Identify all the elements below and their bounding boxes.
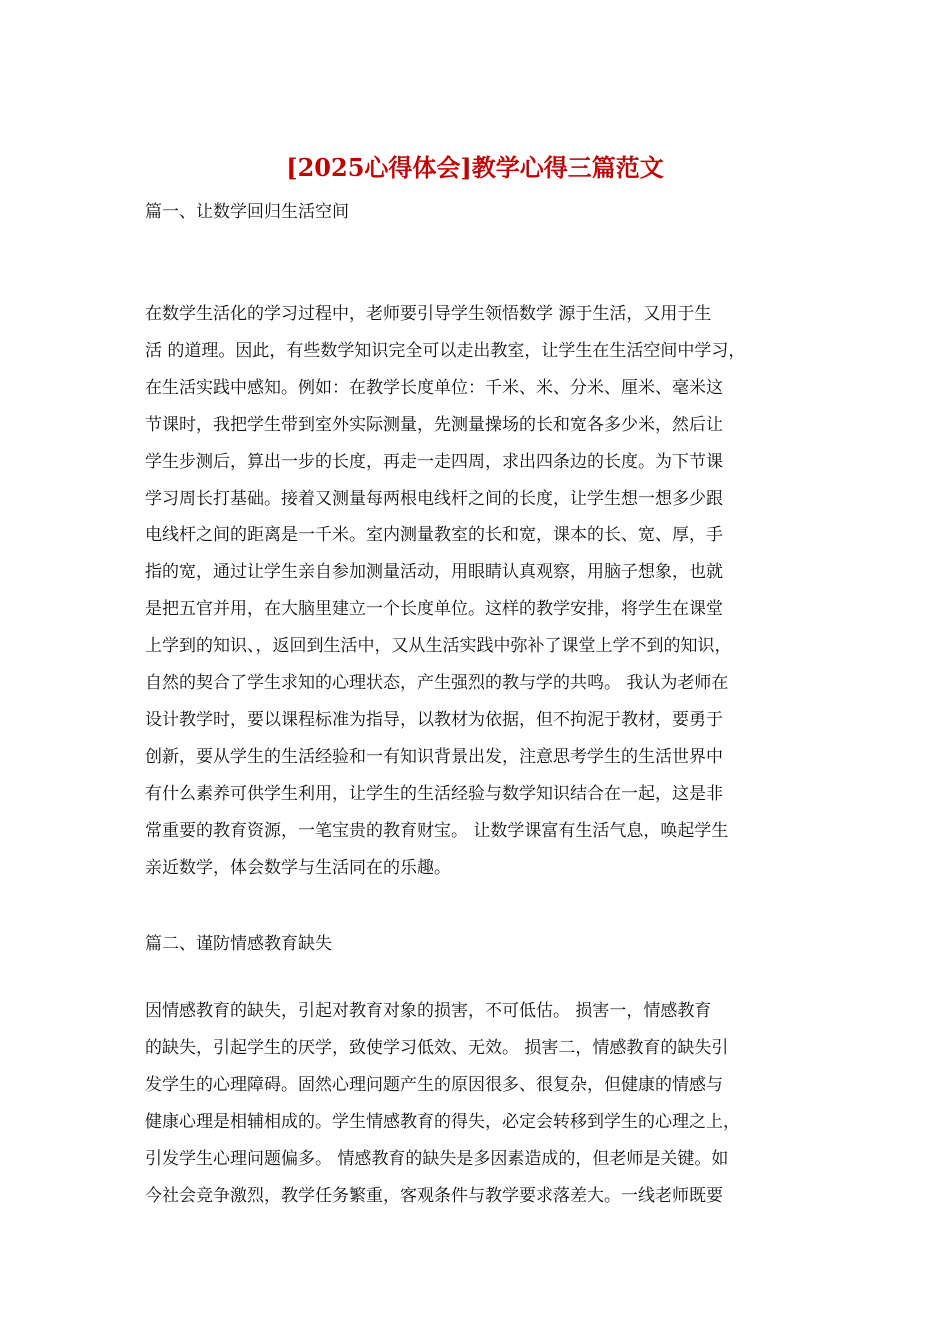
paragraph-line: 指的宽，通过让学生亲自参加测量活动，用眼睛认真观察，用脑子想象，也就 (145, 562, 723, 583)
paragraph-line: 创新，要从学生的生活经验和一有知识背景出发，注意思考学生的生活世界中 (145, 746, 723, 767)
paragraph-line: 学生步测后，算出一步的长度，再走一走四周，求出四条边的长度。为下节课 (145, 451, 723, 472)
paragraph-line: 学习周长打基础。接着又测量每两根电线杆之间的长度，让学生想一想多少跟 (145, 488, 723, 509)
section-heading-1: 篇一、让数学回归生活空间 (145, 202, 349, 222)
paragraph-line: 自然的契合了学生求知的心理状态，产生强烈的教与学的共鸣。 我认为老师在 (145, 673, 729, 694)
paragraph-line: 有什么素养可供学生利用，让学生的生活经验与数学知识结合在一起，这是非 (145, 783, 723, 804)
section-2-paragraph (145, 993, 810, 1214)
paragraph-line: 引发学生心理问题偏多。 情感教育的缺失是多因素造成的，但老师是关键。如 (145, 1148, 729, 1169)
paragraph-line: 上学到的知识、，返回到生活中，又从生活实践中弥补了课堂上学不到的知识， (145, 636, 732, 657)
paragraph-line: 因情感教育的缺失，引起对教育对象的损害，不可低估。 损害一，情感教育 (145, 1001, 712, 1021)
paragraph-line: 常重要的教育资源，一笔宝贵的教育财宝。 让数学课富有生活气息，唤起学生 (145, 820, 729, 841)
paragraph-line: 在生活实践中感知。例如：在教学长度单位：千米、米、分米、厘米、毫米这 (145, 377, 723, 398)
paragraph-line: 亲近数学，体会数学与生活同在的乐趣。 (145, 857, 451, 878)
paragraph-line: 设计教学时，要以课程标准为指导，以教材为依据，但不拘泥于教材，要勇于 (145, 709, 723, 730)
paragraph-line: 的缺失，引起学生的厌学，致使学习低效、无效。 损害二，情感教育的缺失引 (145, 1037, 729, 1058)
paragraph-line: 今社会竞争激烈，教学任务繁重，客观条件与教学要求落差大。一线老师既要 (145, 1185, 723, 1206)
paragraph-line: 在数学生活化的学习过程中，老师要引导学生领悟数学 源于生活，又用于生 (145, 304, 712, 324)
paragraph-line: 健康心理是相辅相成的。学生情感教育的得失，必定会转移到学生的心理之上， (145, 1111, 740, 1132)
paragraph-line: 发学生的心理障碍。固然心理问题产生的原因很多、很复杂，但健康的情感与 (145, 1074, 723, 1095)
document-title: [2025心得体会]教学心得三篇范文 (286, 153, 664, 182)
paragraph-line: 活 的道理。因此，有些数学知识完全可以走出教室，让学生在生活空间中学习， (145, 340, 746, 361)
section-1-paragraph (145, 296, 810, 887)
paragraph-line: 电线杆之间的距离是一千米。室内测量教室的长和宽，课本的长、宽、厚，手 (145, 525, 723, 546)
section-heading-2: 篇二、谨防情感教育缺失 (145, 934, 332, 954)
paragraph-line: 节课时，我把学生带到室外实际测量，先测量操场的长和宽各多少米，然后让 (145, 414, 723, 435)
paragraph-line: 是把五官并用，在大脑里建立一个长度单位。这样的教学安排，将学生在课堂 (145, 599, 723, 620)
